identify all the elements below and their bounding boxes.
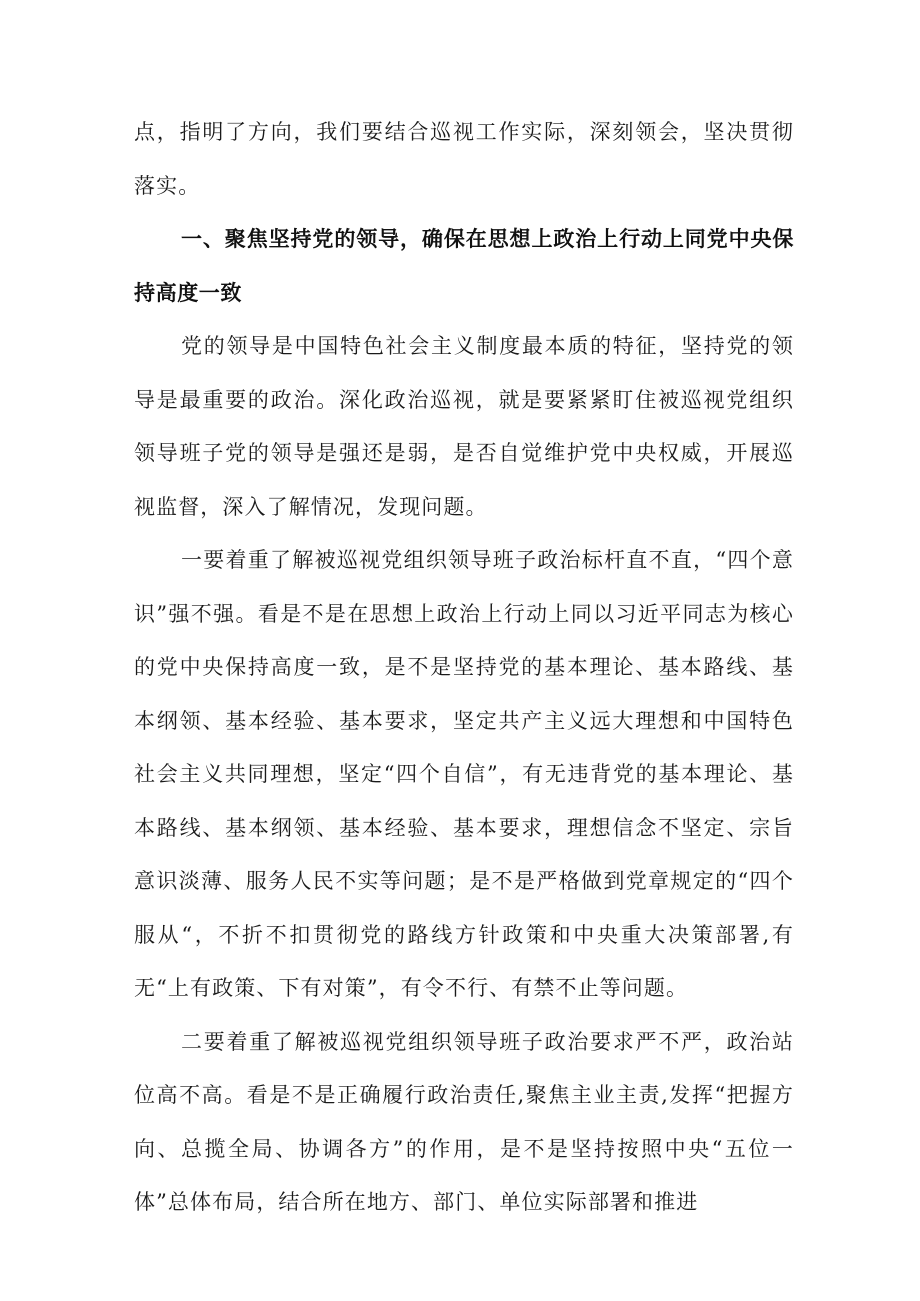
body-paragraph-1: 党的领导是中国特色社会主义制度最本质的特征，坚持党的领导是最重要的政治。深化政治巡视，就是要紧紧盯住被巡视党组织领导班子党的领导是强还是弱，是否自觉维护党中央权威，开展巡视监督，深入了解情况，发现问题。 [134, 334, 794, 519]
document-body [134, 106, 794, 1230]
section-heading-1: 一、聚焦坚持党的领导，确保在思想上政治上行动上同党中央保持高度一致 [134, 227, 794, 305]
body-paragraph-2: 一要着重了解被巡视党组织领导班子政治标杆直不直，“四个意识”强不强。看是不是在思想上政治上行动上同以习近平同志为核心的党中央保持高度一致，是不是坚持党的基本理论、基本路线、基本纲领、基本经验、基本要求，坚定共产主义远大理想和中国特色社会主义共同理想，坚定“四个自信”，有无违背党的基本理论、基本路线、基本纲领、基本经验、基本要求，理想信念不坚定、宗旨意识淡薄、服务人民不实等问题；是不是严格做到党章规定的“四个服从“，不折不扣贯彻党的路线方针政策和中央重大决策部署,有无“上有政策、下有对策”，有令不行、有禁不止等问题。 [134, 548, 794, 1000]
continuation-paragraph: 点，指明了方向，我们要结合巡视工作实际，深刻领会，坚决贯彻落实。 [134, 120, 794, 198]
body-paragraph-3: 二要着重了解被巡视党组织领导班子政治要求严不严，政治站位高不高。看是不是正确履行政治责任,聚焦主业主责,发挥“把握方向、总揽全局、协调各方”的作用，是不是坚持按照中央“五位一体”总体布局，结合所在地方、部门、单位实际部署和推进 [134, 1029, 794, 1214]
